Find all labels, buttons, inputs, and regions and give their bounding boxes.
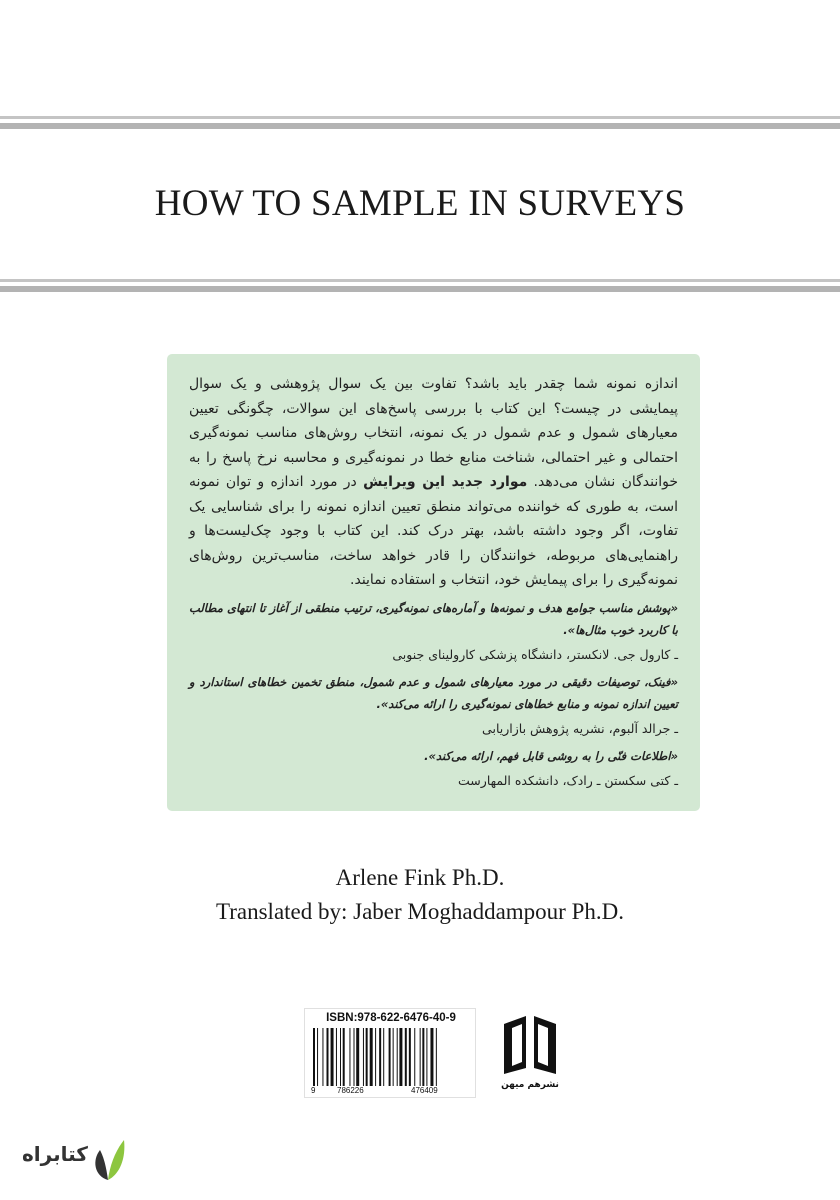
barcode-bar: [436, 1028, 437, 1086]
book-description-box: [167, 354, 700, 811]
barcode-bar: [370, 1028, 373, 1086]
barcode-bars: [313, 1028, 469, 1086]
barcode-bar: [354, 1028, 355, 1086]
review-attribution-3: ـ کتی سکستن ـ رادک، دانشکده المهارست: [458, 772, 678, 788]
barcode-bar: [343, 1028, 345, 1086]
barcode-bar: [393, 1028, 394, 1086]
barcode-bar: [356, 1028, 359, 1086]
barcode-bar: [420, 1028, 421, 1086]
isbn-digit-lead: 9: [311, 1086, 316, 1095]
bottom-divider-thick: [0, 286, 840, 292]
barcode-bar: [409, 1028, 411, 1086]
barcode-bar: [317, 1028, 318, 1086]
barcode-bar: [313, 1028, 315, 1086]
barcode-bar: [340, 1028, 341, 1086]
barcode-bar: [322, 1028, 323, 1086]
description-start: اندازه نمونه شما چقدر باید باشد؟ تفاوت بین یک سوال پژوهشی و یک سوال پیمایشی در چیست؟ این کتاب با بررسی پاسخ‌های این سوالات، چگونگی تعیین معیارهای شمول و عدم شمول در یک نمونه، انتخاب روش‌های مناسب نمونه‌گیری احتمالی و غیر احتمالی، شناخت منابع خطا در نمونه‌گیری و محاسبه نرخ پاسخ را به خوانندگان نشان می‌دهد.: [189, 376, 679, 490]
barcode-bar: [430, 1028, 433, 1086]
barcode-bar: [405, 1028, 407, 1086]
isbn-label: ISBN:978-622-6476-40-9: [326, 1012, 456, 1024]
author-name: Arlene Fink Ph.D.: [335, 865, 505, 890]
leaf-logo-icon: [90, 1136, 126, 1182]
isbn-barcode: [304, 1008, 476, 1098]
isbn-digit-group-1: 786226: [337, 1086, 364, 1095]
review-attribution-2: ـ جرالد آلبوم، نشریه پژوهش بازاریابی: [482, 720, 678, 736]
review-quote-1: «پوشش مناسب جوامع هدف و نمونه‌ها و آماره‌های نمونه‌گیری، ترتیب منطقی از آغاز تا انتهای مطالب با کاربرد خوب مثال‌ها».: [189, 600, 678, 637]
top-divider-thick: [0, 123, 840, 129]
barcode-bar: [331, 1028, 334, 1086]
description-new-edition-phrase: موارد جدید این ویرایش: [363, 474, 528, 490]
barcode-bar: [397, 1028, 398, 1086]
description-end: در مورد اندازه و توان نمونه است، به طوری که خواننده می‌تواند منطق تعیین اندازه نمونه را برای شناسایی یک تفاوت، اگر وجود داشته باشد، بهتر درک کند. این کتاب با وجود چک‌لیست‌ها و راهنمایی‌های مربوطه، خوانندگان را قادر خواهد ساخت، مناسب‌ترین روش‌های نمونه‌گیری را برای پیمایش خود، انتخاب و استفاده نمایند.: [189, 474, 678, 588]
isbn-digit-group-2: 476409: [411, 1086, 438, 1095]
barcode-bar: [426, 1028, 427, 1086]
barcode-bar: [366, 1028, 368, 1086]
barcode-bar: [336, 1028, 337, 1086]
barcode-bar: [422, 1028, 424, 1086]
top-divider-thin: [0, 116, 840, 119]
description-paragraph: [189, 372, 678, 593]
review-attribution-1: ـ کارول جی. لانکستر، دانشگاه پزشکی کارولینای جنوبی: [392, 646, 678, 662]
brand-name: کتابراه: [22, 1142, 88, 1166]
barcode-bar: [349, 1028, 350, 1086]
translator-credit: Translated by: Jaber Moghaddampour Ph.D.: [216, 899, 624, 924]
barcode-bar: [327, 1028, 329, 1086]
barcode-bar: [389, 1028, 391, 1086]
barcode-bar: [375, 1028, 376, 1086]
publisher-name: نشرهم میهن: [501, 1080, 559, 1090]
brand-watermark: [22, 1136, 132, 1186]
open-book-logo-icon: [500, 1010, 560, 1076]
review-quote-2: «فینک، توصیفات دقیقی در مورد معیارهای شمول و عدم شمول، منطق تخمین خطاهای استاندارد و تعیین اندازه نمونه و منابع خطاهای نمونه‌گیری را ارائه می‌کند».: [189, 674, 678, 711]
barcode-bar: [383, 1028, 384, 1086]
publisher-logo: [500, 1010, 560, 1094]
barcode-bar: [379, 1028, 381, 1086]
bottom-divider-thin: [0, 279, 840, 282]
barcode-bar: [399, 1028, 402, 1086]
barcode-bar: [363, 1028, 364, 1086]
review-quote-3: «اطلاعات فنّی را به روشی قابل فهم، ارائه می‌کند».: [424, 748, 678, 763]
barcode-bar: [414, 1028, 415, 1086]
book-title: HOW TO SAMPLE IN SURVEYS: [154, 183, 686, 224]
